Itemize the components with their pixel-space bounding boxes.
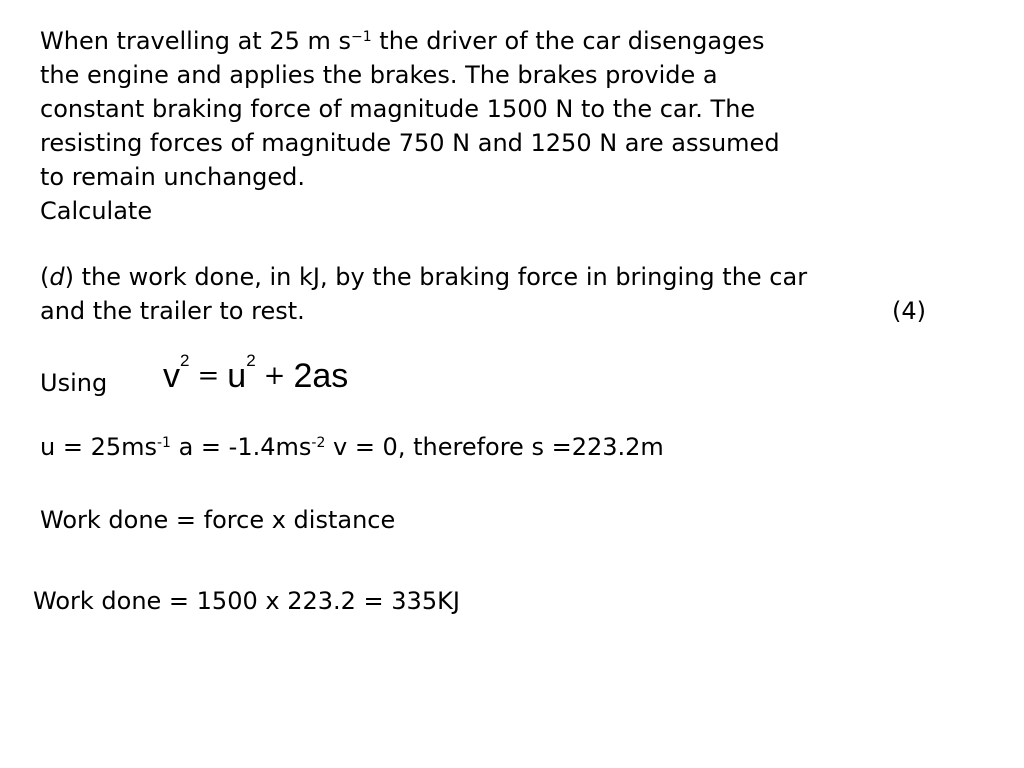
marks-label: (4) bbox=[892, 297, 926, 325]
part-d-paren: ( bbox=[40, 263, 50, 291]
question-line-1-rest: the driver of the car disengages bbox=[371, 27, 765, 55]
suvat-equation bbox=[163, 351, 349, 396]
v-and-s-values: v = 0, therefore s =223.2m bbox=[325, 433, 664, 461]
eq-equals: = bbox=[197, 361, 220, 391]
question-line-3: constant braking force of magnitude 1500 N to the car. The bbox=[40, 95, 756, 123]
part-d-line-1 bbox=[40, 260, 807, 294]
eq-v: v bbox=[163, 357, 180, 395]
part-d-line-1-rest: ) the work done, in kJ, by the braking force in bringing the car bbox=[64, 263, 808, 291]
calculate-label: Calculate bbox=[40, 197, 153, 225]
eq-u: u bbox=[227, 357, 247, 395]
question-line-1 bbox=[40, 24, 780, 58]
u-unit-exponent: -1 bbox=[157, 435, 171, 451]
values-line bbox=[40, 430, 664, 464]
question-text bbox=[40, 24, 780, 228]
eq-u-exponent: 2 bbox=[246, 351, 256, 370]
a-unit-exponent: -2 bbox=[311, 435, 326, 451]
u-value: u = 25ms bbox=[40, 433, 157, 461]
question-line-2: the engine and applies the brakes. The brakes provide a bbox=[40, 61, 718, 89]
part-d-letter: d bbox=[49, 263, 65, 291]
eq-plus: + bbox=[263, 361, 286, 391]
speed-text: When travelling at 25 m s bbox=[40, 27, 352, 55]
question-line-5: to remain unchanged. bbox=[40, 163, 306, 191]
using-label: Using bbox=[40, 369, 108, 397]
work-formula: Work done = force x distance bbox=[40, 506, 396, 534]
eq-rhs: 2as bbox=[293, 357, 349, 395]
question-line-4: resisting forces of magnitude 750 N and 1250 N are assumed bbox=[40, 129, 780, 157]
part-d-line-2: and the trailer to rest. bbox=[40, 297, 305, 325]
work-result: Work done = 1500 x 223.2 = 335KJ bbox=[33, 587, 460, 615]
a-value: a = -1.4ms bbox=[170, 433, 312, 461]
part-d bbox=[40, 260, 807, 328]
speed-unit-exponent: −1 bbox=[351, 29, 372, 45]
eq-v-exponent: 2 bbox=[180, 351, 190, 370]
